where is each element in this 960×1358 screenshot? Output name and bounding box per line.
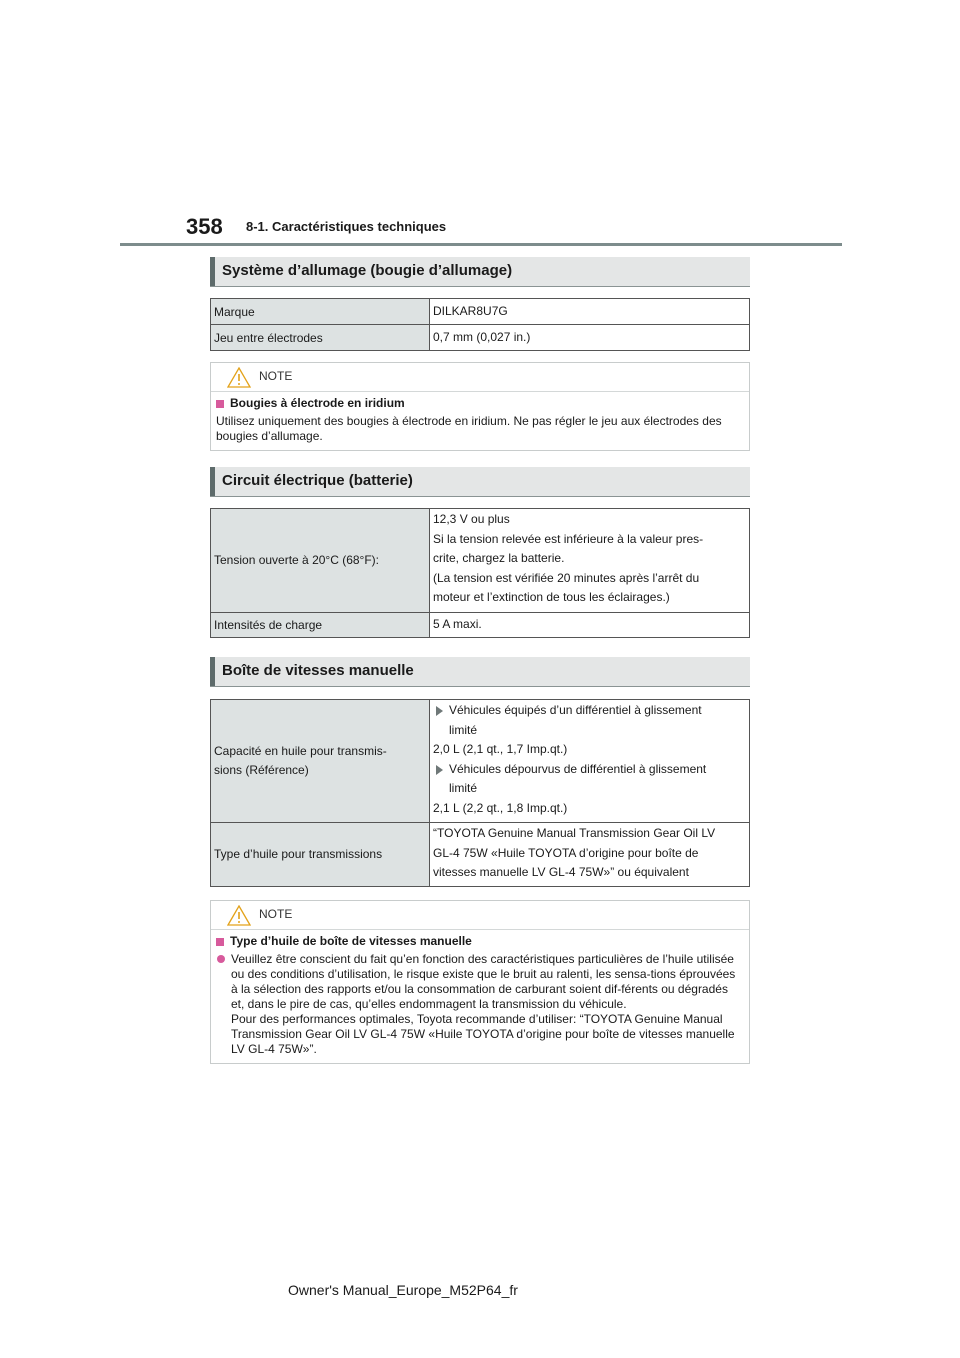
note-bullet xyxy=(216,952,744,1057)
section-ignition-heading xyxy=(210,257,750,287)
table-key: Jeu entre électrodes xyxy=(211,325,430,351)
table-value xyxy=(430,509,750,613)
value-line: crite, chargez la batterie. xyxy=(433,551,565,565)
gearbox-table xyxy=(210,699,750,887)
table-row xyxy=(211,700,750,823)
value-line: Si la tension relevée est inférieure à la valeur pres- xyxy=(433,531,704,546)
table-value: 5 A maxi. xyxy=(430,612,750,637)
note-title xyxy=(216,396,744,411)
square-bullet-icon xyxy=(216,400,224,408)
note-text: Utilisez uniquement des bougies à électrode en iridium. Ne pas régler le jeu aux électrodes des bougies d’allumage. xyxy=(216,414,722,443)
note-box-iridium xyxy=(210,362,750,451)
triangle-bullet-icon xyxy=(436,706,443,716)
value-line: moteur et l’extinction de tous les éclairages.) xyxy=(433,590,670,604)
note-body xyxy=(211,392,749,450)
section-title: Boîte de vitesses manuelle xyxy=(222,662,414,679)
note-text: Pour des performances optimales, Toyota recommande d’utiliser: “TOYOTA Genuine Manual Transmission Gear Oil LV GL-4 75W «Huile TOYOTA d’origine pour boîte de vitesses manuelle LV GL-4 75W»”. xyxy=(231,1012,735,1056)
value-line: (La tension est vérifiée 20 minutes après l’arrêt du xyxy=(433,570,700,585)
key-line: Capacité en huile pour transmis- xyxy=(214,743,387,758)
value-line: vitesses manuelle LV GL-4 75W»” ou équivalent xyxy=(433,865,689,879)
section-title: Circuit électrique (batterie) xyxy=(222,472,413,489)
section-bar xyxy=(210,467,215,496)
value-line: GL-4 75W «Huile TOYOTA d’origine pour boîte de xyxy=(433,845,699,860)
table-value xyxy=(430,823,750,887)
square-bullet-icon xyxy=(216,938,224,946)
sub-case-line: Véhicules équipés d’un différentiel à glissement xyxy=(449,703,702,717)
header-rule xyxy=(120,243,842,246)
sub-case-lsd xyxy=(433,701,746,740)
table-key: Tension ouverte à 20°C (68°F): xyxy=(211,509,430,613)
note-body xyxy=(211,930,749,1063)
table-key: Marque xyxy=(211,299,430,325)
note-box-gear-oil xyxy=(210,900,750,1064)
section-title: Système d’allumage (bougie d’allumage) xyxy=(222,262,513,279)
page-number: 358 xyxy=(186,214,223,239)
sub-case-line: limité xyxy=(449,781,478,795)
table-value: 0,7 mm (0,027 in.) xyxy=(430,325,750,351)
note-text: Veuillez être conscient du fait qu’en fonction des caractéristiques particulières de l’huile utilisée ou des conditions d’utilisation, le risque existe que le bruit au ralenti, les sensa-tions éprouvées à la sélection des rapports et/ou la consommation de carburant soient dif-férents ou dégradés et, dans le pire de cas, qu’elles endommagent la transmission du véhicule. xyxy=(231,952,736,1011)
note-label: NOTE xyxy=(259,907,293,921)
circle-bullet-icon xyxy=(217,955,225,963)
section-gearbox-heading xyxy=(210,657,750,687)
sub-case-no-lsd xyxy=(433,760,746,799)
note-header xyxy=(211,363,749,392)
ignition-table xyxy=(210,298,750,351)
section-bar xyxy=(210,257,215,286)
table-row xyxy=(211,325,750,351)
note-title-text: Bougies à électrode en iridium xyxy=(230,396,405,410)
note-header xyxy=(211,901,749,930)
note-title xyxy=(216,934,744,949)
capacity-value: 2,0 L (2,1 qt., 1,7 Imp.qt.) xyxy=(433,742,568,756)
table-key: Intensités de charge xyxy=(211,612,430,637)
capacity-value: 2,1 L (2,2 qt., 1,8 Imp.qt.) xyxy=(433,800,568,815)
table-row xyxy=(211,509,750,613)
table-row xyxy=(211,299,750,325)
electrical-table xyxy=(210,508,750,638)
table-value: DILKAR8U7G xyxy=(430,299,750,325)
section-electrical-heading xyxy=(210,467,750,497)
chapter-title: 8-1. Caractéristiques techniques xyxy=(246,219,447,234)
footer-text: Owner's Manual_Europe_M52P64_fr xyxy=(288,1282,518,1298)
note-label: NOTE xyxy=(259,369,293,383)
table-row xyxy=(211,823,750,887)
table-key: Type d’huile pour transmissions xyxy=(211,823,430,887)
key-line: sions (Référence) xyxy=(214,763,309,777)
value-line: 12,3 V ou plus xyxy=(433,512,510,526)
warning-icon xyxy=(227,367,251,388)
note-title-text: Type d’huile de boîte de vitesses manuelle xyxy=(230,934,472,948)
section-bar xyxy=(210,657,215,686)
warning-icon xyxy=(227,905,251,926)
table-key xyxy=(211,700,430,823)
value-line: “TOYOTA Genuine Manual Transmission Gear Oil LV xyxy=(433,826,716,840)
table-row xyxy=(211,612,750,637)
table-value xyxy=(430,700,750,823)
sub-case-line: Véhicules dépourvus de différentiel à glissement xyxy=(449,761,707,776)
sub-case-line: limité xyxy=(449,722,478,737)
triangle-bullet-icon xyxy=(436,765,443,775)
